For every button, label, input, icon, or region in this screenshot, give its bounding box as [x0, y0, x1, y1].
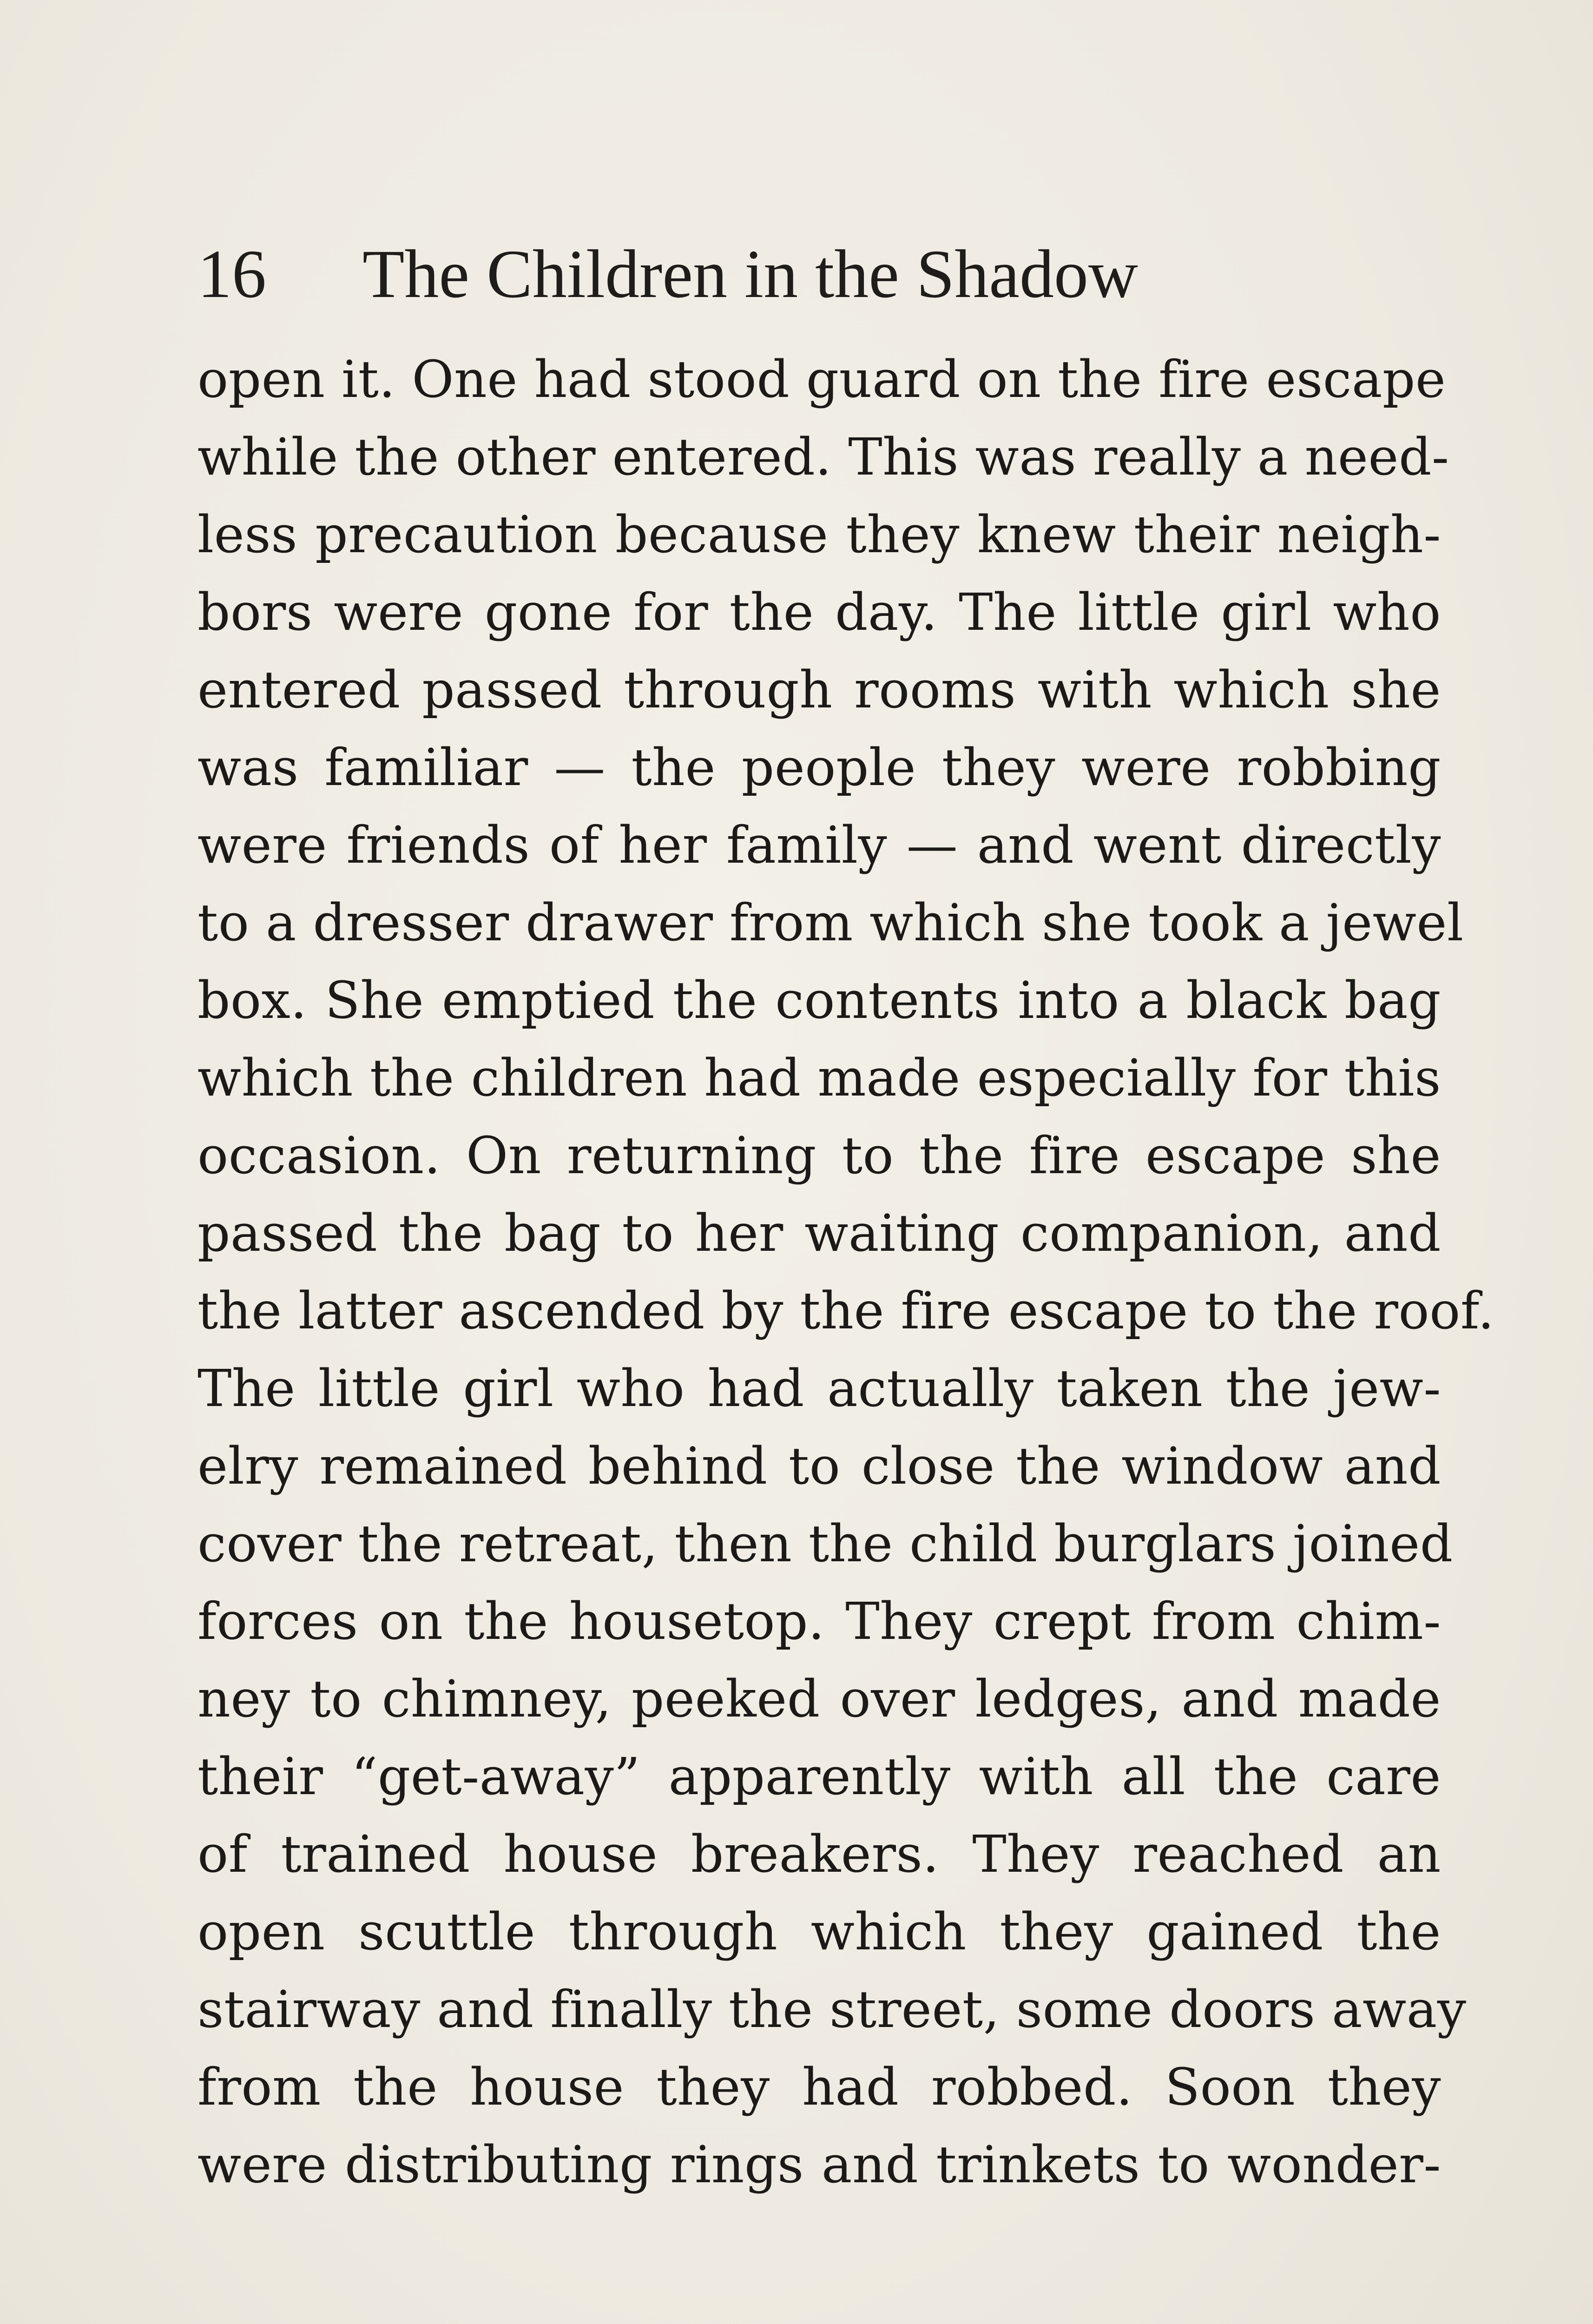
text-line: The little girl who had actually taken the jew-	[197, 1359, 1441, 1418]
text-line: less precaution because they knew their neigh-	[197, 505, 1441, 564]
text-line: the latter ascended by the fire escape to the roof.	[197, 1281, 1494, 1340]
running-title: The Children in the Shadow	[362, 236, 1138, 312]
text-line: were distributing rings and trinkets to wonder-	[197, 2135, 1441, 2194]
text-line: were friends of her family — and went directly	[197, 815, 1441, 875]
body-text	[197, 341, 1494, 2204]
text-line: cover the retreat, then the child burglars joined	[197, 1514, 1453, 1573]
text-line: passed the bag to her waiting companion, and	[197, 1203, 1441, 1263]
text-line: of trained house breakers. They reached an	[197, 1824, 1441, 1884]
text-line: forces on the housetop. They crept from chim-	[197, 1591, 1441, 1651]
text-line: elry remained behind to close the window and	[197, 1436, 1441, 1496]
text-line: from the house they had robbed. Soon they	[197, 2057, 1441, 2117]
text-line: box. She emptied the contents into a black bag	[197, 971, 1441, 1030]
text-line: was familiar — the people they were robbing	[197, 738, 1441, 797]
text-line: stairway and finally the street, some doors away	[197, 1980, 1467, 2039]
running-header	[197, 232, 1266, 316]
page-number: 16	[197, 236, 266, 312]
text-line: occasion. On returning to the fire escape she	[197, 1126, 1441, 1185]
text-line: which the children had made especially for this	[197, 1048, 1441, 1108]
text-line: while the other entered. This was really a need-	[197, 427, 1449, 487]
text-line: ney to chimney, peeked over ledges, and made	[197, 1669, 1441, 1729]
text-line: bors were gone for the day. The little girl who	[197, 582, 1441, 642]
text-line: entered passed through rooms with which she	[197, 660, 1441, 720]
text-line: to a dresser drawer from which she took a jewel	[197, 893, 1464, 952]
text-line: open it. One had stood guard on the fire escape	[197, 350, 1446, 409]
text-line: their “get-away” apparently with all the care	[197, 1747, 1441, 1806]
text-line: open scuttle through which they gained the	[197, 1902, 1441, 1961]
